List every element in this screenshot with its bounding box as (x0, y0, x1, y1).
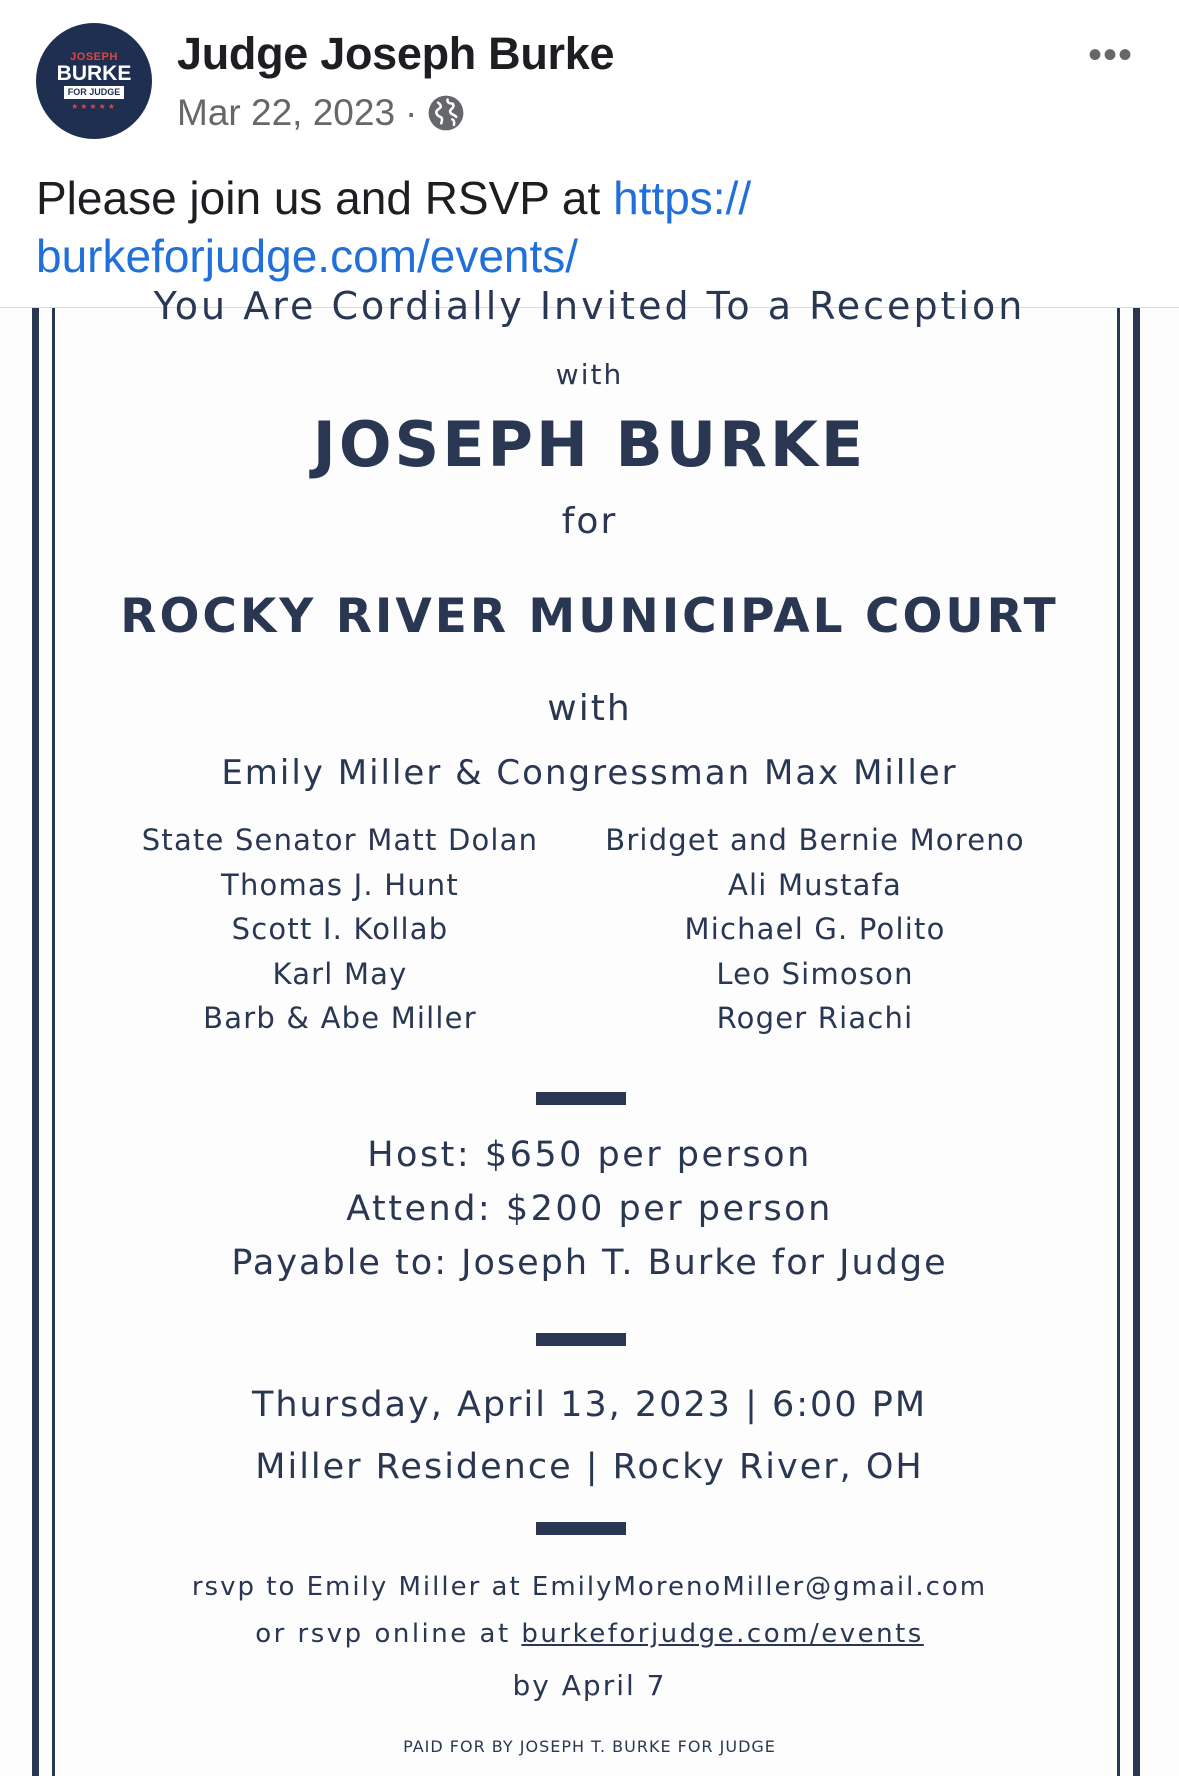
globe-icon[interactable] (427, 94, 465, 132)
invite-rsvp-line-2 (0, 1619, 1179, 1649)
invite-with-1: with (555, 358, 624, 391)
caption-text: Please join us and RSVP at (36, 172, 614, 224)
hosts-left-column (110, 818, 570, 1041)
invite-cut-line: You Are Cordially Invited To a Reception (153, 284, 1026, 328)
invite-with-2: with (547, 688, 632, 729)
invite-datetime: Thursday, April 13, 2023 | 6:00 PM (251, 1385, 928, 1425)
host-name: Ali Mustafa (727, 867, 902, 902)
host-name: Michael G. Polito (684, 912, 946, 946)
invite-special-guests: Emily Miller & Congressman Max Miller (221, 753, 958, 793)
avatar-line-3: FOR JUDGE (64, 86, 125, 99)
rsvp-link: burkeforjudge.com/events (521, 1619, 924, 1649)
post-meta (177, 92, 465, 134)
divider-bar-2 (536, 1333, 626, 1346)
host-name: Roger Riachi (716, 1001, 914, 1035)
host-name: Thomas J. Hunt (221, 867, 459, 902)
avatar-stars: ★★★★★ (71, 101, 117, 111)
host-name: Barb & Abe Miller (203, 1001, 477, 1035)
invite-court: ROCKY RIVER MUNICIPAL COURT (120, 589, 1059, 644)
hosts-right-column (585, 818, 1045, 1041)
rsvp-online-prefix: or rsvp online at (255, 1619, 522, 1649)
more-options-icon[interactable]: ••• (1088, 33, 1134, 77)
invite-candidate-name: JOSEPH BURKE (312, 408, 867, 481)
caption-link[interactable]: https:// burkeforjudge.com/events/ (36, 172, 752, 282)
invite-rsvp-deadline: by April 7 (512, 1669, 667, 1702)
post-date[interactable]: Mar 22, 2023 (177, 92, 396, 133)
invite-host-price: Host: $650 per person (367, 1135, 812, 1175)
post-author[interactable]: Judge Joseph Burke (177, 28, 615, 79)
host-name: Karl May (272, 956, 408, 991)
invite-rsvp-line-1: rsvp to Emily Miller at EmilyMorenoMiller@gmail.com (191, 1572, 988, 1602)
divider-bar-1 (536, 1092, 626, 1105)
host-name: Scott I. Kollab (231, 912, 449, 946)
avatar-line-2: BURKE (56, 61, 132, 85)
divider-bar-3 (536, 1522, 626, 1535)
avatar-line-1: JOSEPH (70, 50, 118, 63)
invite-location: Miller Residence | Rocky River, OH (255, 1447, 924, 1487)
meta-separator: · (405, 92, 418, 133)
host-name: Leo Simoson (716, 956, 914, 991)
invite-disclaimer: PAID FOR BY JOSEPH T. BURKE FOR JUDGE (403, 1737, 776, 1756)
invite-payable: Payable to: Joseph T. Burke for Judge (231, 1243, 948, 1283)
post-image[interactable] (0, 284, 1179, 1776)
post-caption (36, 169, 1036, 285)
host-name: State Senator Matt Dolan (141, 823, 539, 857)
page-avatar[interactable] (36, 23, 152, 139)
invite-for: for (561, 501, 618, 542)
host-name: Bridget and Bernie Moreno (605, 823, 1025, 857)
invite-attend-price: Attend: $200 per person (346, 1189, 833, 1229)
